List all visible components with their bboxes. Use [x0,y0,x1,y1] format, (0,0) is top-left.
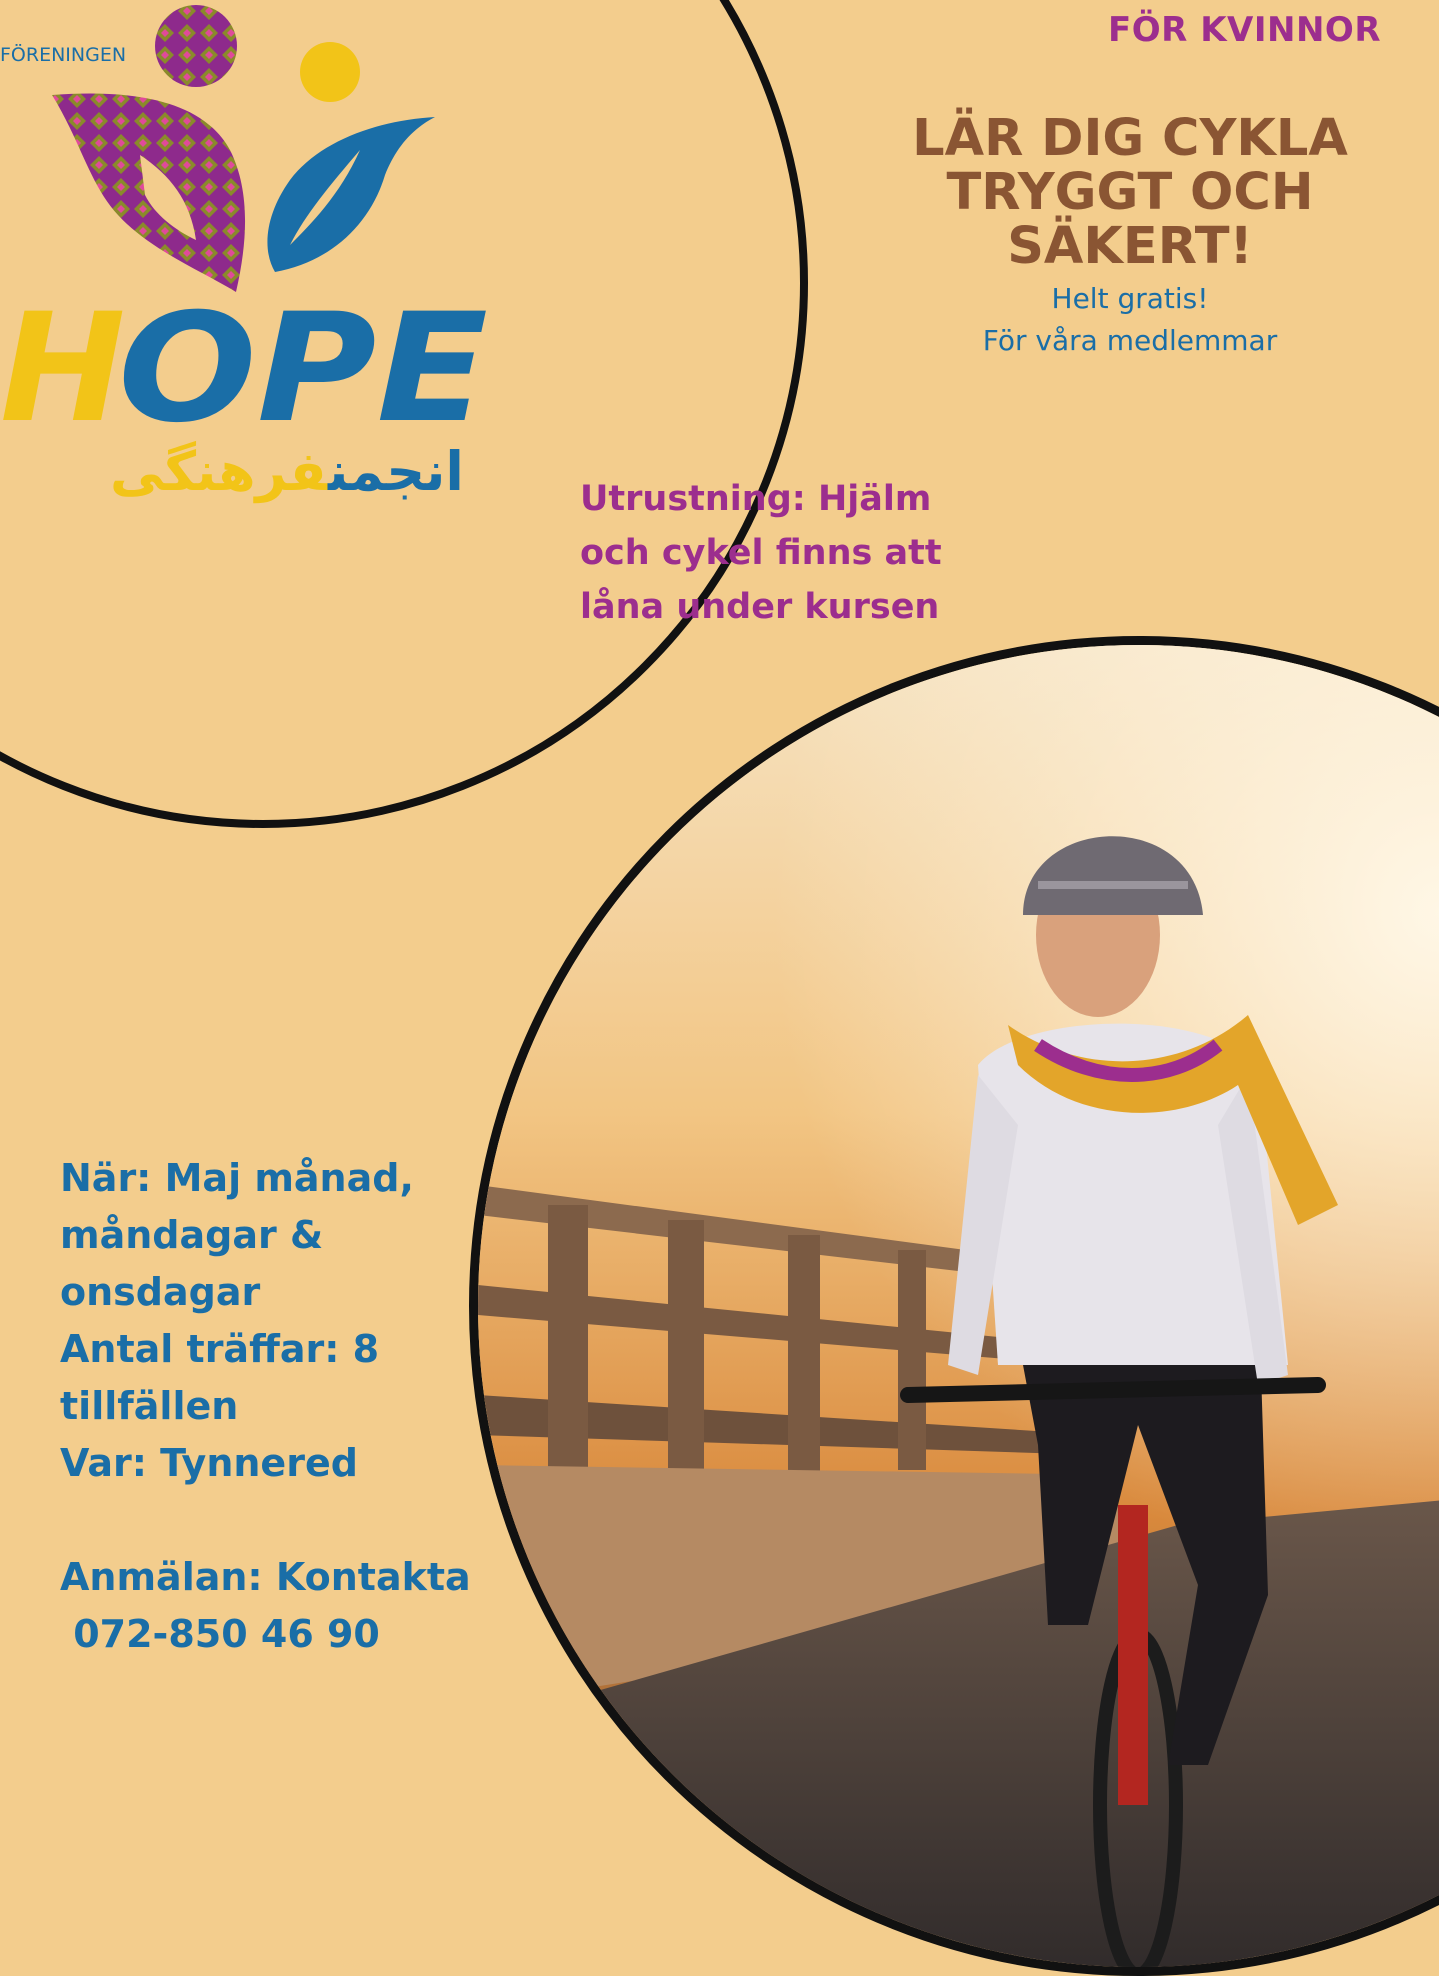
cyclist-photo [469,636,1439,1976]
equipment-line: låna under kursen [580,587,940,627]
blue-leaf [267,117,435,272]
wordmark-h: H [0,290,126,440]
cyclist-photo-icon [478,645,1439,1976]
headline-line: LÄR DIG CYKLA [912,109,1348,168]
arabic-name-yellow: فرهنگی [110,440,328,503]
event-info [60,1150,480,1663]
pattern-dot [155,5,237,87]
info-line: tillfällen [60,1384,239,1428]
info-line: måndagar & [60,1213,324,1257]
info-line [60,1492,480,1549]
audience-label: FÖR KVINNOR [1108,10,1381,50]
headline-line: SÄKERT! [1007,217,1253,276]
arabic-name [110,440,464,503]
phone-number[interactable]: 072-850 46 90 [60,1612,380,1656]
subline [880,278,1380,362]
foreningen-label: FÖRENINGEN [0,44,127,66]
info-line: Anmälan: Kontakta [60,1555,471,1599]
equipment-line: Utrustning: Hjälm [580,479,932,519]
equipment-text [580,472,980,634]
wordmark-ope: OPE [118,290,488,440]
headline [880,109,1380,276]
arabic-name-blue: انجمن [327,440,464,503]
equipment-line: och cykel finns att [580,533,942,573]
subline-line: Helt gratis! [1051,282,1209,315]
subline-line: För våra medlemmar [982,324,1278,357]
headline-line: TRYGGT OCH [946,163,1314,222]
info-line: Antal träffar: 8 [60,1327,380,1371]
info-line: När: Maj månad, [60,1156,414,1200]
yellow-dot [300,42,360,102]
info-line: Var: Tynnered [60,1441,358,1485]
hope-wordmark [0,290,495,440]
info-line: onsdagar [60,1270,261,1314]
